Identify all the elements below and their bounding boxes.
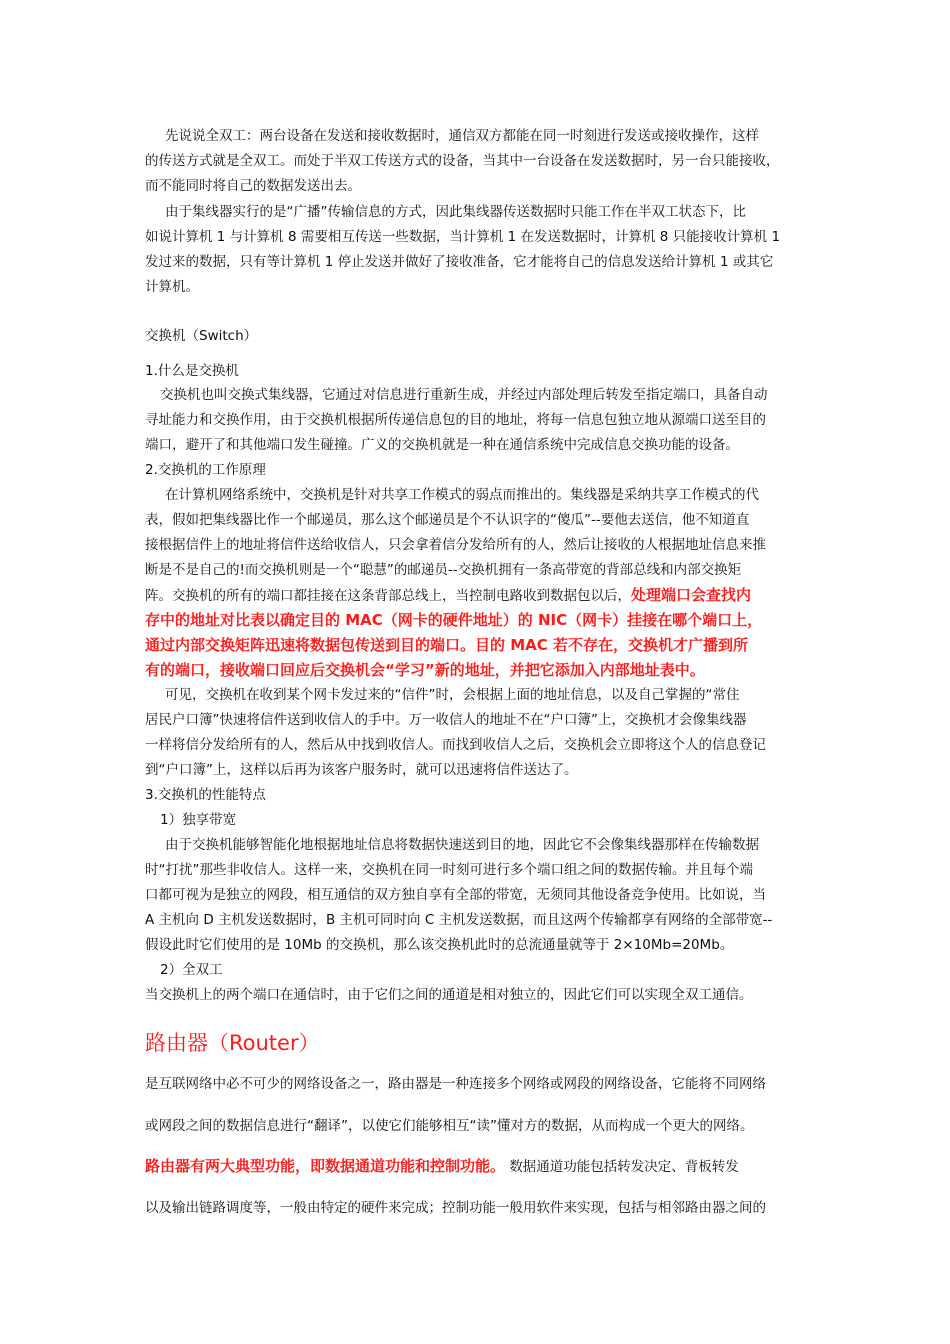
intro-line: 如说计算机 1 与计算机 8 需要相互传送一些数据，当计算机 1 在发送数据时，计算机 8 只能接收计算机 1: [145, 229, 781, 245]
paragraph-line: A 主机向 D 主机发送数据时，B 主机可同时向 C 主机发送数据，而且这两个传输都享有网络的全部带宽--: [145, 912, 773, 928]
paragraph-text: 数据通道功能包括转发决定、背板转发: [509, 1159, 739, 1175]
paragraph-line: 或网段之间的数据信息进行“翻译”，以使它们能够相互“读”懂对方的数据，从而构成一个更大的网络。: [145, 1118, 754, 1134]
paragraph-line: 由于交换机能够智能化地根据地址信息将数据快速送到目的地，因此它不会像集线器那样在传输数据: [165, 837, 759, 853]
paragraph-line: 寻址能力和交换作用，由于交换机根据所传递信息包的目的地址，将每一信息包独立地从源端口送至目的: [145, 412, 766, 428]
paragraph-line-mixed: [145, 586, 751, 605]
highlighted-line: 存中的地址对比表以确定目的 MAC（网卡的硬件地址）的 NIC（网卡）挂接在哪个端口上，: [145, 611, 763, 629]
paragraph-line: 假设此时它们使用的是 10Mb 的交换机，那么该交换机此时的总流通量就等于 2×10Mb=20Mb。: [145, 937, 734, 953]
paragraph-line: 表，假如把集线器比作一个邮递员，那么这个邮递员是个不认识字的“傻瓜”--要他去送信，他不知道直: [145, 512, 750, 528]
highlighted-text: 路由器有两大典型功能，即数据通道功能和控制功能。: [145, 1157, 506, 1175]
intro-line: 的传送方式就是全双工。而处于半双工传送方式的设备，当其中一台设备在发送数据时，另一台只能接收，: [145, 153, 780, 169]
paragraph-line: 是互联网络中必不可少的网络设备之一，路由器是一种连接多个网络或网段的网络设备，它能将不同网络: [145, 1076, 766, 1092]
paragraph-line: 当交换机上的两个端口在通信时，由于它们之间的通道是相对独立的，因此它们可以实现全双工通信。: [145, 987, 753, 1003]
paragraph-line: 时“打扰”那些非收信人。这样一来，交换机在同一时刻可进行多个端口组之间的数据传输。并且每个端: [145, 862, 753, 878]
intro-line: 计算机。: [145, 279, 199, 295]
switch-section-title: 交换机（Switch）: [145, 328, 258, 344]
router-section-title: 路由器（Router）: [145, 1031, 320, 1055]
paragraph-line: 端口，避开了和其他端口发生碰撞。广义的交换机就是一种在通信系统中完成信息交换功能的设备。: [145, 437, 739, 453]
highlighted-line: 通过内部交换矩阵迅速将数据包传送到目的端口。目的 MAC 若不存在，交换机才广播到所: [145, 636, 748, 654]
paragraph-line: 到“户口簿”上，这样以后再为该客户服务时，就可以迅速将信件送达了。: [145, 762, 578, 778]
intro-line: 由于集线器实行的是“广播”传输信息的方式，因此集线器传送数据时只能工作在半双工状态下，比: [165, 204, 746, 220]
intro-line: 而不能同时将自己的数据发送出去。: [145, 178, 361, 194]
paragraph-line: 口都可视为是独立的网段，相互通信的双方独自享有全部的带宽，无须同其他设备竞争使用。比如说，当: [145, 887, 766, 903]
list-item-title: 2）全双工: [160, 962, 223, 978]
paragraph-line: 断是不是自己的!而交换机则是一个“聪慧”的邮递员--交换机拥有一条高带宽的背部总线和内部交换矩: [145, 562, 742, 578]
highlighted-line: 有的端口，接收端口回应后交换机会“学习”新的地址，并把它添加入内部地址表中。: [145, 661, 705, 679]
paragraph-line: 一样将信分发给所有的人，然后从中找到收信人。而找到收信人之后，交换机会立即将这个人的信息登记: [145, 737, 766, 753]
paragraph-line: 接根据信件上的地址将信件送给收信人，只会拿着信分发给所有的人，然后让接收的人根据地址信息来推: [145, 537, 766, 553]
subsection-title: 3.交换机的性能特点: [145, 787, 266, 803]
intro-line: 发过来的数据，只有等计算机 1 停止发送并做好了接收准备，它才能将自己的信息发送给计算机 1 或其它: [145, 254, 774, 270]
highlighted-text: 处理端口会查找内: [631, 586, 752, 604]
subsection-title: 1.什么是交换机: [145, 363, 239, 379]
paragraph-line-mixed: [145, 1157, 739, 1176]
paragraph-line: 以及输出链路调度等，一般由特定的硬件来完成；控制功能一般用软件来实现，包括与相邻路由器之间的: [145, 1200, 766, 1216]
list-item-title: 1）独享带宽: [160, 812, 237, 828]
paragraph-line: 交换机也叫交换式集线器，它通过对信息进行重新生成，并经过内部处理后转发至指定端口，具备自动: [160, 387, 768, 403]
paragraph-line: 居民户口簿”快速将信件送到收信人的手中。万一收信人的地址不在“户口簿”上，交换机才会像集线器: [145, 712, 747, 728]
paragraph-line: 可见，交换机在收到某个网卡发过来的“信件”时，会根据上面的地址信息，以及自己掌握的“常住: [165, 687, 740, 703]
paragraph-text: 阵。交换机的所有的端口都挂接在这条背部总线上，当控制电路收到数据包以后，: [145, 588, 631, 604]
paragraph-line: 在计算机网络系统中，交换机是针对共享工作模式的弱点而推出的。集线器是采纳共享工作模式的代: [165, 487, 759, 503]
subsection-title: 2.交换机的工作原理: [145, 462, 266, 478]
intro-line: 先说说全双工：两台设备在发送和接收数据时，通信双方都能在同一时刻进行发送或接收操作，这样: [165, 128, 759, 144]
